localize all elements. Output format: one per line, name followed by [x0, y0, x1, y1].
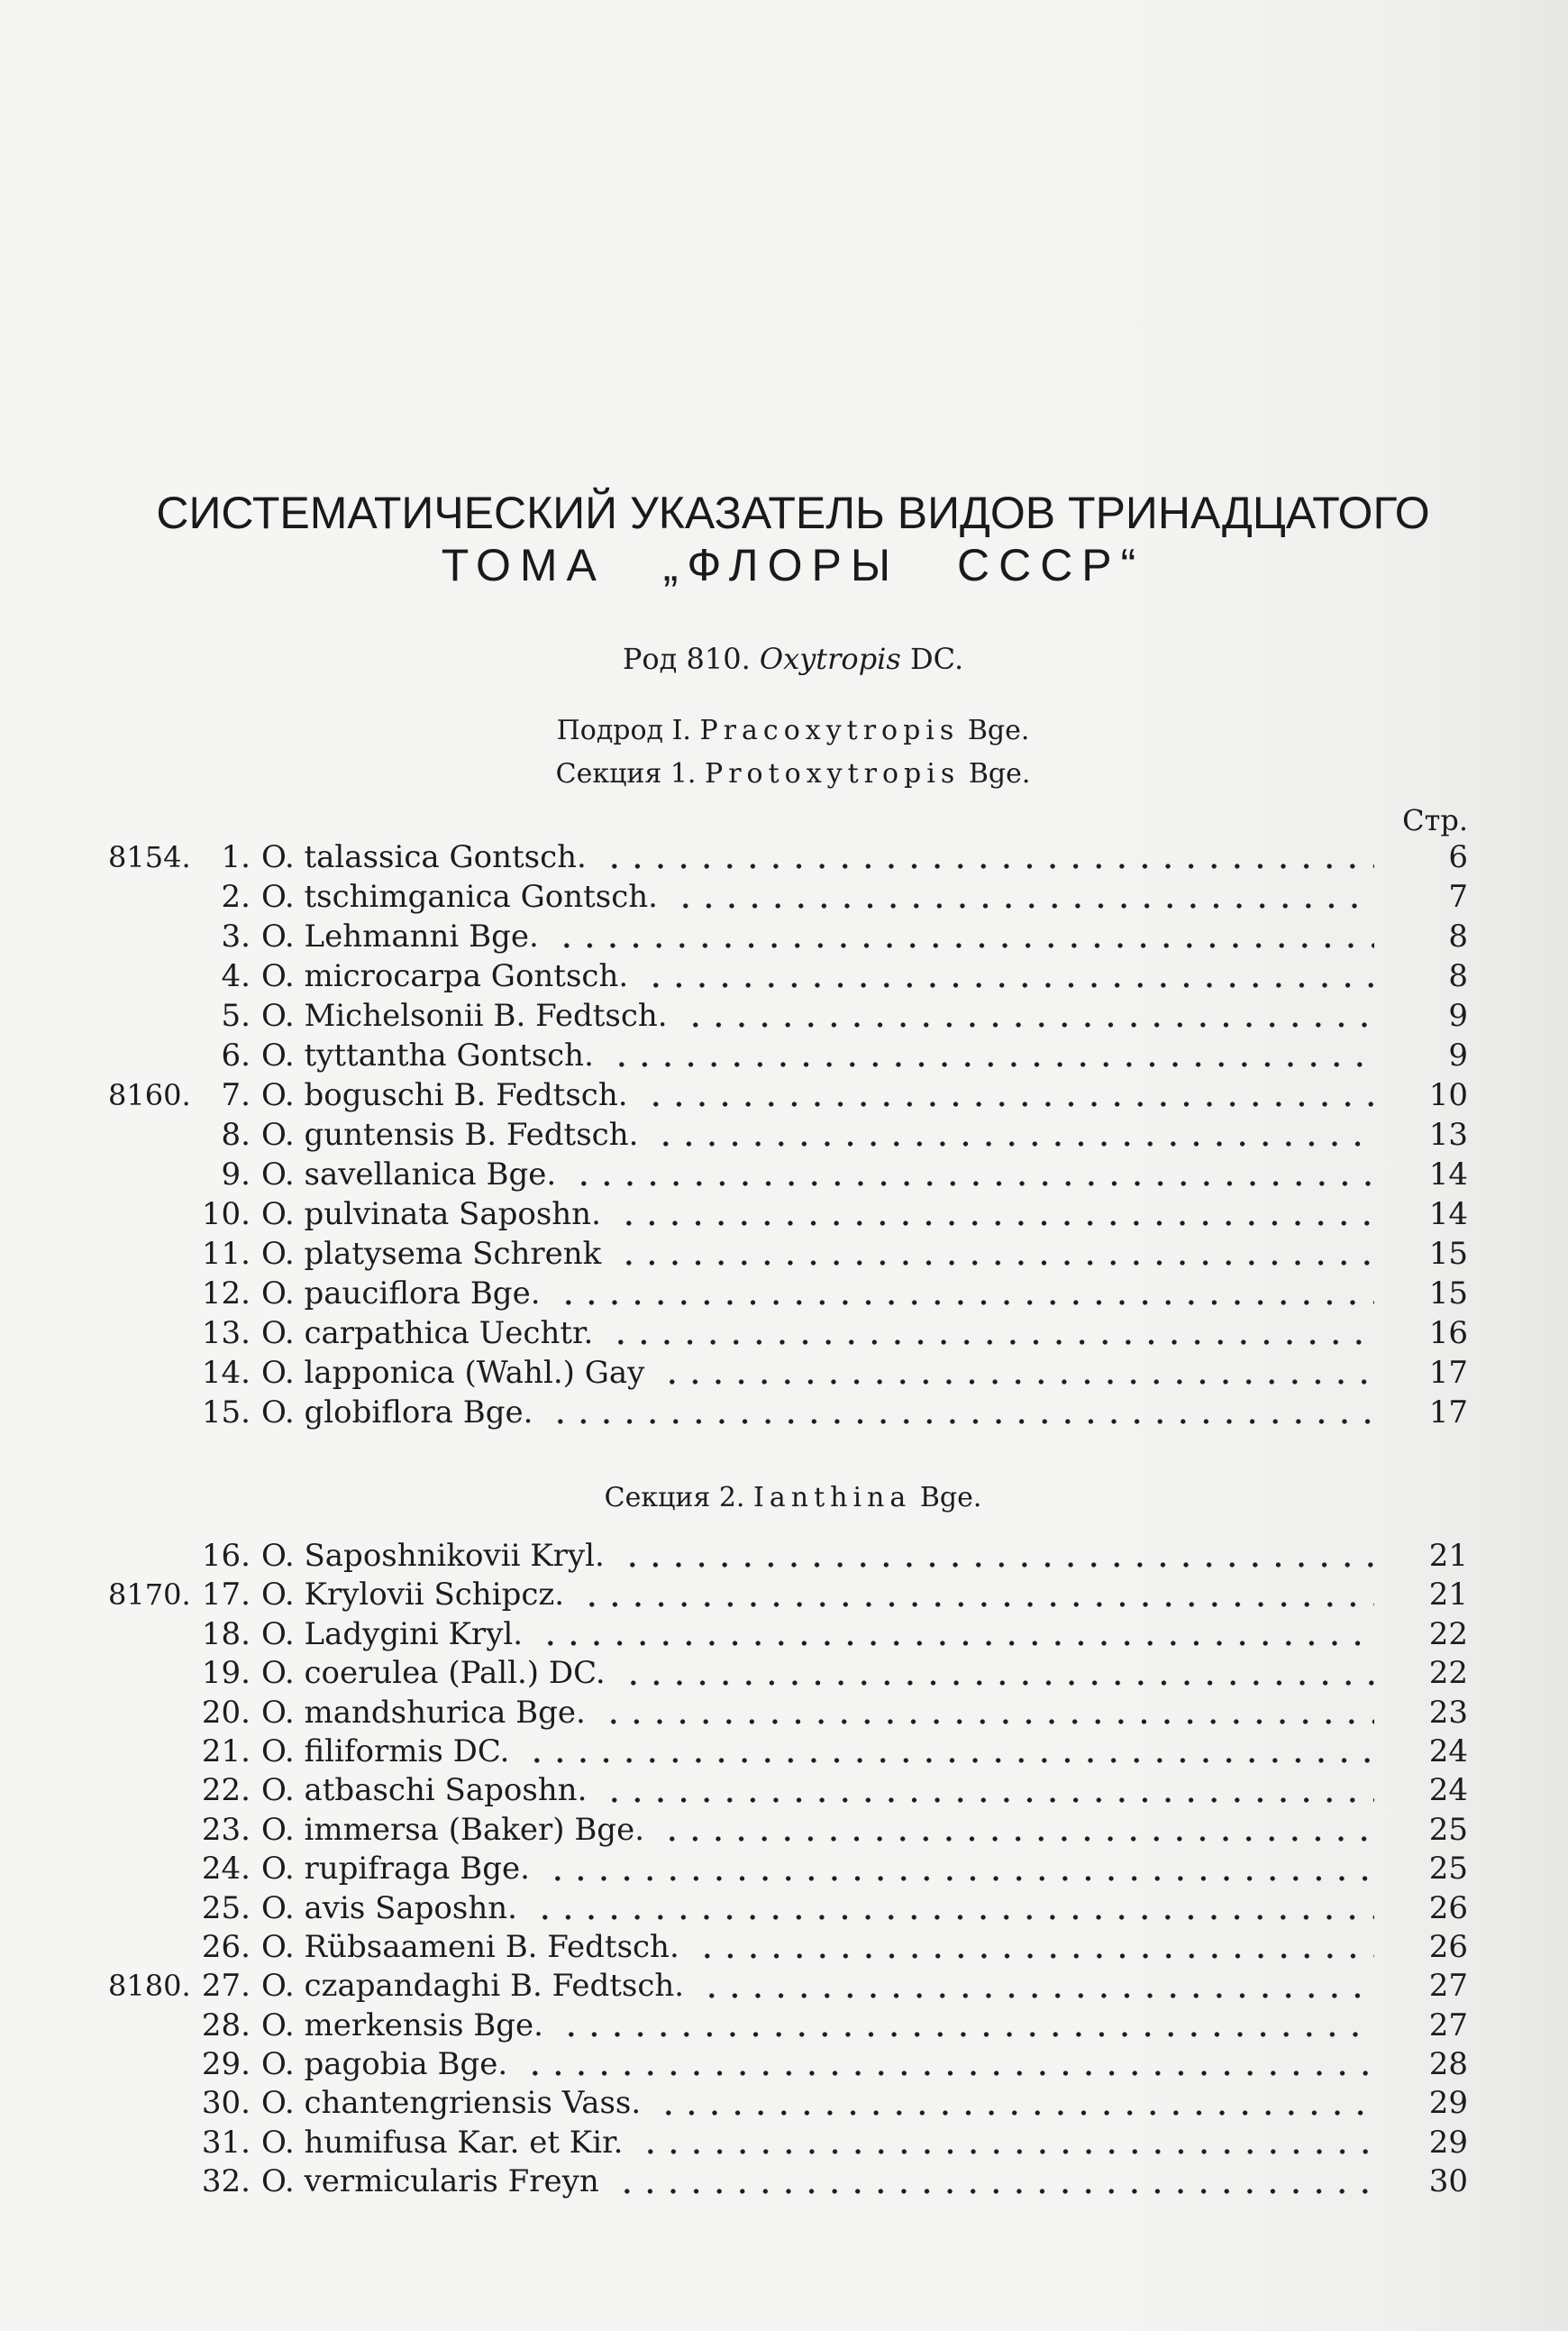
- catalog-number: [108, 1928, 198, 1967]
- dot-leader: [639, 956, 1374, 996]
- entry-number: 4.: [221, 958, 251, 994]
- index-entry: [108, 1075, 1468, 1115]
- page-number: 21: [1428, 1538, 1468, 1574]
- page-title-line-2: ТОМА „ФЛОРЫ СССР“: [441, 540, 1145, 590]
- page-number: 10: [1428, 1077, 1468, 1113]
- catalog-number: [108, 1694, 198, 1732]
- entry-number: 26.: [201, 1928, 251, 1965]
- catalog-number: 8170.: [108, 1577, 191, 1613]
- genus-prefix: Род 810.: [622, 642, 751, 676]
- species-name: O. chantengriensis Vass.: [261, 2085, 642, 2122]
- page-number: 30: [1428, 2163, 1468, 2200]
- page-number: 29: [1428, 2085, 1468, 2122]
- dot-leader: [528, 1889, 1374, 1928]
- dot-leader: [669, 877, 1374, 917]
- species-name: O. Rübsaameni B. Fedtsch.: [261, 1928, 679, 1965]
- species-name: O. pauciflora Bge.: [261, 1275, 541, 1312]
- entry-number: 18.: [201, 1615, 251, 1652]
- subgenus-name: Pracoxytropis: [699, 715, 960, 746]
- page-number: 28: [1428, 2046, 1468, 2083]
- page-number: 9: [1448, 998, 1468, 1034]
- species-name: O. immersa (Baker) Bge.: [261, 1811, 644, 1848]
- entry-number: 6.: [221, 1038, 251, 1074]
- page-number: 29: [1428, 2124, 1468, 2161]
- genus-heading: [18, 639, 1568, 679]
- entry-number: 9.: [221, 1156, 251, 1193]
- dot-leader: [597, 1771, 1374, 1810]
- index-entry: [108, 2124, 1468, 2162]
- entry-list-section-1: [108, 837, 1468, 1432]
- index-entry: [108, 2045, 1468, 2084]
- species-name: O. boguschi B. Fedtsch.: [261, 1077, 628, 1113]
- dot-leader: [550, 917, 1374, 956]
- page-number: 7: [1448, 879, 1468, 915]
- page-number: 15: [1428, 1275, 1468, 1312]
- entry-number: 7.: [221, 1077, 251, 1113]
- section-prefix: Секция 1.: [555, 758, 697, 790]
- catalog-number: [108, 1393, 198, 1432]
- catalog-number: [108, 1115, 198, 1155]
- index-entry: [108, 1036, 1468, 1075]
- section-name: Protoxytropis: [705, 758, 961, 790]
- catalog-number: [108, 1537, 198, 1576]
- section-author: Bge.: [919, 1482, 982, 1513]
- entry-number: 20.: [201, 1694, 251, 1731]
- dot-leader: [518, 2045, 1374, 2084]
- page-number: 26: [1428, 1889, 1468, 1926]
- entry-number: 2.: [221, 879, 251, 915]
- dot-leader: [605, 1036, 1374, 1075]
- index-entry: [108, 1732, 1468, 1771]
- entry-number: 28.: [201, 2006, 251, 2043]
- dot-leader: [655, 1353, 1374, 1393]
- catalog-number: [108, 877, 198, 917]
- catalog-number: [108, 1615, 198, 1654]
- entry-number: 10.: [201, 1196, 251, 1232]
- dot-leader: [690, 1928, 1374, 1967]
- genus-name: Oxytropis: [759, 642, 901, 676]
- species-name: O. avis Saposhn.: [261, 1889, 517, 1926]
- entry-number: 24.: [201, 1851, 251, 1888]
- species-name: O. filiformis DC.: [261, 1732, 510, 1769]
- catalog-number: [108, 1234, 198, 1274]
- index-entry: [108, 1353, 1468, 1393]
- page-number: 9: [1448, 1038, 1468, 1074]
- page-number: 23: [1428, 1694, 1468, 1731]
- subgenus-heading: [18, 711, 1568, 751]
- entry-number: 23.: [201, 1811, 251, 1848]
- dot-leader: [567, 1155, 1374, 1194]
- species-name: O. Saposhnikovii Kryl.: [261, 1538, 605, 1574]
- catalog-number: [108, 1313, 198, 1353]
- subgenus-prefix: Подрод I.: [556, 715, 691, 746]
- dot-leader: [649, 1115, 1374, 1155]
- page-number: 8: [1448, 958, 1468, 994]
- section-heading-1: [18, 754, 1568, 794]
- entry-number: 21.: [201, 1732, 251, 1769]
- entry-number: 29.: [201, 2046, 251, 2083]
- dot-leader: [695, 1967, 1374, 2006]
- page-number: 14: [1428, 1156, 1468, 1193]
- catalog-number: [108, 2124, 198, 2162]
- page-number: 16: [1428, 1315, 1468, 1351]
- entry-number: 1.: [221, 839, 251, 875]
- dot-leader: [541, 1850, 1374, 1888]
- species-name: O. guntensis B. Fedtsch.: [261, 1117, 639, 1153]
- dot-leader: [612, 1194, 1374, 1234]
- entry-number: 25.: [201, 1889, 251, 1926]
- dot-leader: [652, 2084, 1374, 2123]
- index-entry: [108, 1576, 1468, 1614]
- entry-number: 19.: [201, 1655, 251, 1692]
- index-entry: [108, 1694, 1468, 1732]
- page-column-header: Стр.: [1402, 803, 1468, 837]
- index-entry: [108, 1889, 1468, 1928]
- species-name: O. czapandaghi B. Fedtsch.: [261, 1968, 685, 2005]
- species-name: O. pagobia Bge.: [261, 2046, 508, 2083]
- species-name: O. platysema Schrenk: [261, 1236, 602, 1272]
- page-number: 21: [1428, 1577, 1468, 1613]
- page-number: 17: [1428, 1394, 1468, 1431]
- species-name: O. mandshurica Bge.: [261, 1694, 586, 1731]
- dot-leader: [639, 1075, 1374, 1115]
- entry-number: 31.: [201, 2124, 251, 2161]
- catalog-number: [108, 956, 198, 996]
- entry-number: 30.: [201, 2085, 251, 2122]
- species-name: O. tschimganica Gontsch.: [261, 879, 658, 915]
- species-name: O. Michelsonii B. Fedtsch.: [261, 998, 668, 1034]
- index-entry: [108, 2162, 1468, 2201]
- dot-leader: [612, 1234, 1374, 1274]
- catalog-number: [108, 1155, 198, 1194]
- entry-number: 14.: [201, 1355, 251, 1391]
- dot-leader: [543, 1393, 1374, 1432]
- entry-number: 3.: [221, 919, 251, 955]
- page-number: 13: [1428, 1117, 1468, 1153]
- species-name: O. merkensis Bge.: [261, 2006, 543, 2043]
- index-entry: [108, 2006, 1468, 2045]
- index-entry: [108, 1393, 1468, 1432]
- catalog-number: [108, 2084, 198, 2123]
- page-number: 26: [1428, 1928, 1468, 1965]
- species-name: O. savellanica Bge.: [261, 1156, 557, 1193]
- dot-leader: [634, 2124, 1374, 2162]
- section-author: Bge.: [968, 758, 1031, 790]
- dot-leader: [679, 996, 1374, 1036]
- section-prefix: Секция 2.: [604, 1482, 745, 1513]
- species-name: O. atbaschi Saposhn.: [261, 1772, 588, 1809]
- index-entry: [108, 877, 1468, 917]
- dot-leader: [575, 1576, 1374, 1614]
- genus-author: DC.: [910, 642, 964, 676]
- catalog-number: 8180.: [108, 1969, 191, 2004]
- dot-leader: [597, 1694, 1374, 1732]
- entry-number: 11.: [201, 1236, 251, 1272]
- index-entry: [108, 1194, 1468, 1234]
- section-heading-2: [18, 1478, 1568, 1518]
- catalog-number: 8154.: [108, 840, 191, 874]
- catalog-number: [108, 1654, 198, 1693]
- page-number: 15: [1428, 1236, 1468, 1272]
- catalog-number: [108, 1889, 198, 1928]
- catalog-number: [108, 2045, 198, 2084]
- entry-number: 17.: [201, 1577, 251, 1613]
- section-name: Ianthina: [753, 1482, 912, 1513]
- page-number: 27: [1428, 2006, 1468, 2043]
- entry-number: 16.: [201, 1538, 251, 1574]
- catalog-number: [108, 1850, 198, 1888]
- index-entry: [108, 917, 1468, 956]
- index-entry: [108, 1967, 1468, 2006]
- index-entry: [108, 1811, 1468, 1850]
- page-number: 8: [1448, 919, 1468, 955]
- species-name: O. pulvinata Saposhn.: [261, 1196, 601, 1232]
- catalog-number: [108, 1274, 198, 1313]
- catalog-number: [108, 1036, 198, 1075]
- entry-number: 13.: [201, 1315, 251, 1351]
- species-name: O. coerulea (Pall.) DC.: [261, 1655, 606, 1692]
- dot-leader: [604, 1313, 1374, 1353]
- species-name: O. carpathica Uechtr.: [261, 1315, 594, 1351]
- index-entry: [108, 1615, 1468, 1654]
- entry-number: 27.: [201, 1968, 251, 2005]
- catalog-number: [108, 1353, 198, 1393]
- page-number: 14: [1428, 1196, 1468, 1232]
- species-name: O. globiflora Bge.: [261, 1394, 533, 1431]
- entry-number: 32.: [201, 2163, 251, 2200]
- entry-number: 15.: [201, 1394, 251, 1431]
- catalog-number: [108, 2162, 198, 2201]
- index-entry: [108, 1928, 1468, 1967]
- subgenus-author: Bge.: [967, 715, 1030, 746]
- index-entry: [108, 1850, 1468, 1888]
- index-entry: [108, 1155, 1468, 1194]
- species-name: O. Ladygini Kryl.: [261, 1615, 524, 1652]
- species-name: O. tyttantha Gontsch.: [261, 1038, 594, 1074]
- page-number: 22: [1428, 1615, 1468, 1652]
- index-entry: [108, 1537, 1468, 1576]
- catalog-number: [108, 1194, 198, 1234]
- page-number: 25: [1428, 1851, 1468, 1888]
- dot-leader: [615, 1537, 1374, 1576]
- entry-number: 5.: [221, 998, 251, 1034]
- dot-leader: [552, 1274, 1374, 1313]
- index-entry: [108, 956, 1468, 996]
- catalog-number: 8160.: [108, 1078, 191, 1112]
- dot-leader: [520, 1732, 1374, 1771]
- entry-number: 22.: [201, 1772, 251, 1809]
- page-number: 24: [1428, 1732, 1468, 1769]
- entry-number: 12.: [201, 1275, 251, 1312]
- dot-leader: [597, 837, 1374, 877]
- dot-leader: [533, 1615, 1374, 1654]
- catalog-number: [108, 1811, 198, 1850]
- index-entry: [108, 1274, 1468, 1313]
- species-name: O. Lehmanni Bge.: [261, 919, 539, 955]
- species-name: O. lapponica (Wahl.) Gay: [261, 1355, 645, 1391]
- dot-leader: [616, 1654, 1374, 1693]
- catalog-number: [108, 1732, 198, 1771]
- index-entry: [108, 1115, 1468, 1155]
- species-name: O. vermicularis Freyn: [261, 2163, 599, 2200]
- index-entry: [108, 837, 1468, 877]
- dot-leader: [610, 2162, 1374, 2201]
- species-name: O. talassica Gontsch.: [261, 839, 587, 875]
- index-entry: [108, 1654, 1468, 1693]
- page-number: 25: [1428, 1811, 1468, 1848]
- index-entry: [108, 1234, 1468, 1274]
- index-entry: [108, 1771, 1468, 1810]
- species-name: O. Krylovii Schipcz.: [261, 1577, 565, 1613]
- catalog-number: [108, 917, 198, 956]
- dot-leader: [655, 1811, 1374, 1850]
- index-entry: [108, 1313, 1468, 1353]
- entry-number: 8.: [221, 1117, 251, 1153]
- catalog-number: [108, 1771, 198, 1810]
- dot-leader: [554, 2006, 1374, 2045]
- page-number: 27: [1428, 1968, 1468, 2005]
- index-entry: [108, 2084, 1468, 2123]
- page-number: 6: [1448, 839, 1468, 875]
- catalog-number: [108, 996, 198, 1036]
- species-name: O. rupifraga Bge.: [261, 1851, 530, 1888]
- catalog-number: [108, 2006, 198, 2045]
- species-name: O. humifusa Kar. et Kir.: [261, 2124, 624, 2161]
- page-number: 17: [1428, 1355, 1468, 1391]
- entry-list-section-2: [108, 1537, 1468, 2202]
- index-entry: [108, 996, 1468, 1036]
- page-number: 24: [1428, 1772, 1468, 1809]
- species-name: O. microcarpa Gontsch.: [261, 958, 629, 994]
- page-title-line-1: СИСТЕМАТИЧЕСКИЙ УКАЗАТЕЛЬ ВИДОВ ТРИНАДЦАТОГО: [156, 488, 1430, 538]
- page-number: 22: [1428, 1655, 1468, 1692]
